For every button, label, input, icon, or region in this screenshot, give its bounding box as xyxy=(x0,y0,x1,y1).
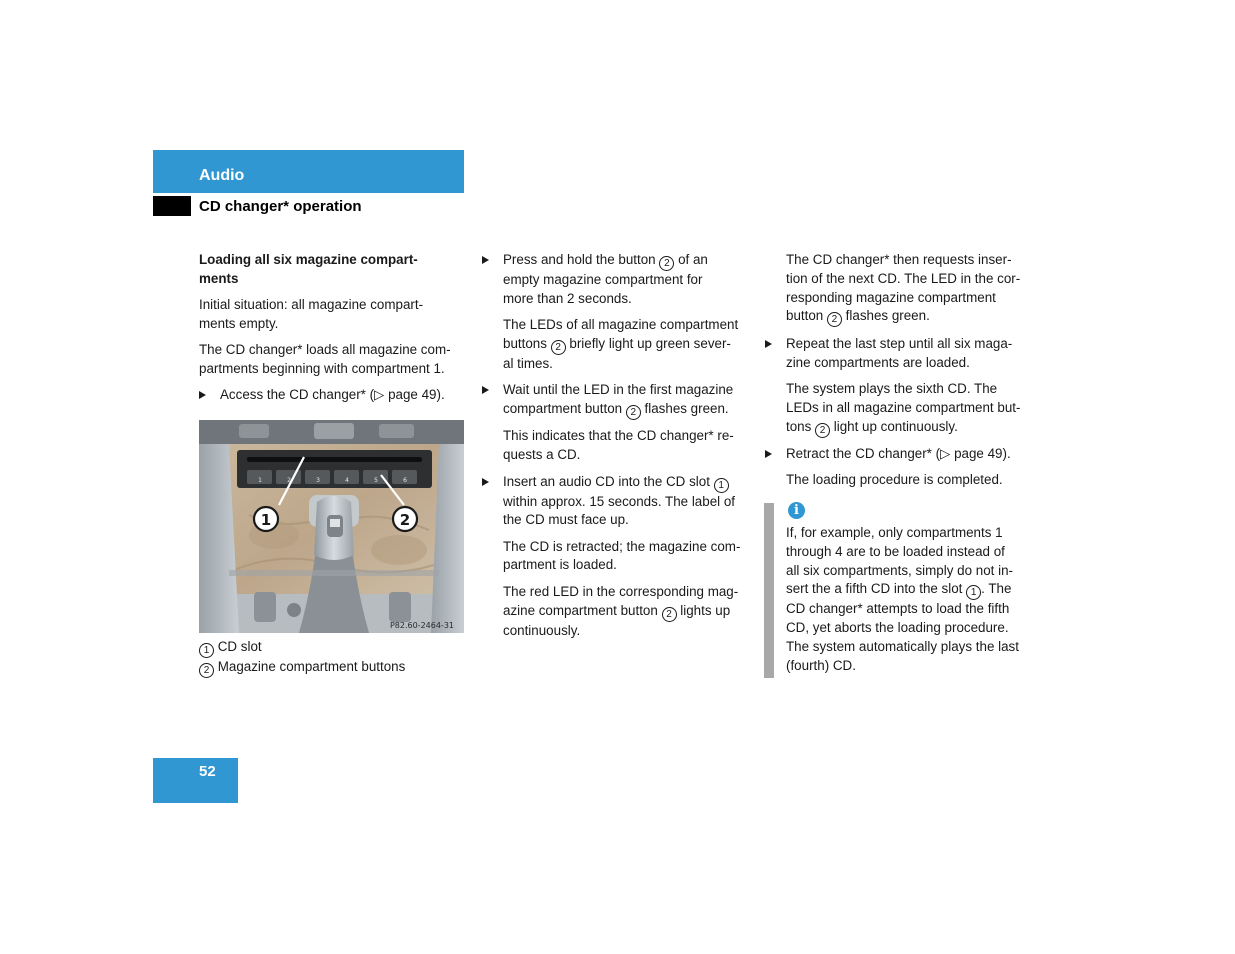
paragraph: The CD is retracted; the magazine com- partment is loaded. xyxy=(503,538,741,573)
caption-item xyxy=(199,638,405,658)
bullet-triangle-icon xyxy=(482,478,489,486)
caption-item xyxy=(199,658,405,678)
page-number-box xyxy=(153,758,238,803)
ref-number: 2 xyxy=(626,405,641,420)
column-2 xyxy=(503,251,755,648)
panel-button-label: 3 xyxy=(316,477,320,484)
paragraph: Initial situation: all magazine compart- ments empty. xyxy=(199,297,424,331)
photo-reference-code: P82.60-2464-31 xyxy=(389,621,454,630)
ref-number: 2 xyxy=(662,607,677,622)
bullet-step xyxy=(199,386,467,405)
info-note xyxy=(786,524,1038,683)
bullet-step: Press and hold the button 2 of an empty magazine compartment for more than 2 seconds. xyxy=(503,251,755,309)
panel-button-label: 1 xyxy=(258,477,262,484)
subsection-title: CD changer* operation xyxy=(199,198,362,215)
caption-text: CD slot xyxy=(217,639,262,654)
ref-number: 2 xyxy=(659,256,674,271)
page-number: 52 xyxy=(199,763,216,780)
procedure-heading: Loading all six magazine compart- ments xyxy=(199,252,418,286)
step-text: Access the CD changer* (▷ page 49). xyxy=(220,387,445,403)
paragraph: The CD changer* loads all magazine com- partments beginning with compartment 1. xyxy=(199,342,451,376)
column-1 xyxy=(199,251,467,413)
caption-number: 2 xyxy=(199,663,214,678)
bullet-step: Wait until the LED in the first magazine compartment button 2 flashes green. xyxy=(503,381,755,420)
bullet-step: Repeat the last step until all six maga- zine compartments are loaded. xyxy=(786,335,1038,373)
caption-text: Magazine compartment buttons xyxy=(217,659,406,674)
info-note-bar xyxy=(764,503,774,678)
subsection-marker xyxy=(153,196,191,216)
panel-button-label: 2 xyxy=(287,477,291,484)
info-icon: i xyxy=(788,502,805,519)
figure-captions xyxy=(199,638,405,678)
cd-changer-photo xyxy=(199,420,464,633)
caption-number: 1 xyxy=(199,643,214,658)
bullet-triangle-icon xyxy=(482,256,489,264)
bullet-step: Insert an audio CD into the CD slot 1 within approx. 15 seconds. The label of the CD must face up. xyxy=(503,473,755,531)
ref-number: 1 xyxy=(966,585,981,600)
ref-number: 2 xyxy=(827,312,842,327)
section-title: Audio xyxy=(199,167,245,184)
bullet-triangle-icon xyxy=(482,386,489,394)
callout-2-label: 2 xyxy=(399,511,411,529)
bullet-triangle-icon xyxy=(765,450,772,458)
paragraph: The red LED in the corresponding mag- azine compartment button 2 lights up continuously. xyxy=(503,583,739,638)
panel-button-label: 5 xyxy=(374,477,378,484)
paragraph: The LEDs of all magazine compartment buttons 2 briefly light up green sever- al times. xyxy=(503,317,739,371)
bullet-triangle-icon xyxy=(199,391,206,399)
panel-button-label: 6 xyxy=(403,477,407,484)
paragraph: The system plays the sixth CD. The LEDs in all magazine compartment but- tons 2 light up continuously. xyxy=(786,380,1021,436)
paragraph: This indicates that the CD changer* re- quests a CD. xyxy=(503,428,734,463)
paragraph: The CD changer* then requests inser- tion of the next CD. The LED in the cor- responding magazine compartment button 2 flashes green. xyxy=(786,252,1021,326)
ref-number: 2 xyxy=(551,340,566,355)
info-note-text: If, for example, only compartments 1 through 4 are to be loaded instead of all six compartments, simply do not in- sert the a fifth CD into the slot 1 . The CD changer* attempts to load the fifth CD, yet aborts the loading procedure. The system automatically plays the last (fourth) CD. xyxy=(786,525,1019,673)
paragraph: The loading procedure is completed. xyxy=(786,472,1003,488)
panel-button-label: 4 xyxy=(345,477,349,484)
bullet-triangle-icon xyxy=(765,340,772,348)
ref-number: 1 xyxy=(714,478,729,493)
callout-1-label: 1 xyxy=(260,511,272,529)
ref-number: 2 xyxy=(815,423,830,438)
bullet-step: Retract the CD changer* (▷ page 49). xyxy=(786,445,1038,464)
column-3 xyxy=(786,251,1038,498)
